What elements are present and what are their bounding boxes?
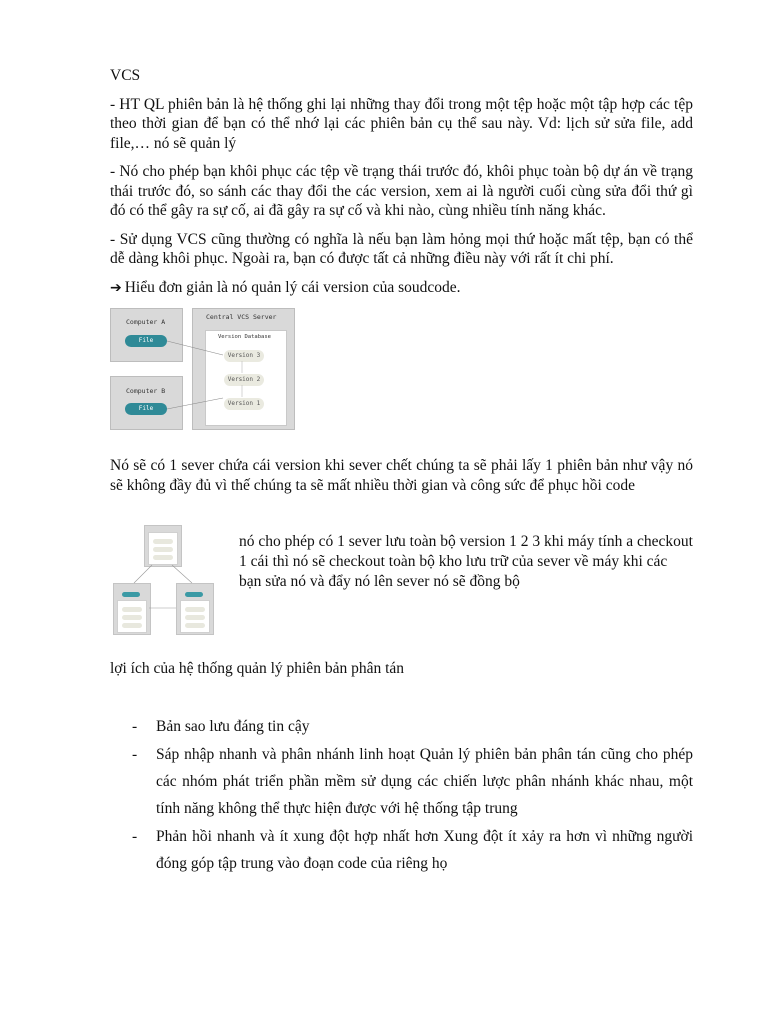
benefits-title: lợi ích của hệ thống quản lý phiên bản phân tán	[110, 660, 405, 677]
file-pill-b: File	[125, 403, 167, 415]
computer-a-label: Computer A	[126, 318, 166, 326]
summary-text: Hiểu đơn giản là nó quản lý cái version của soudcode.	[124, 278, 461, 296]
version-3-pill: Version 3	[224, 350, 264, 362]
distributed-vcs-diagram	[110, 525, 226, 643]
summary-line	[110, 278, 693, 299]
distributed-section	[110, 525, 693, 645]
dash-bullet: -	[132, 717, 138, 735]
list-item: - Sáp nhập nhanh và phân nhánh linh hoạt Quản lý phiên bản phân tán cũng cho phép các nhóm phát triển phần mềm sử dụng các chiến lược phân nhánh khác nhau, một tính năng không thể thực hiện được với hệ thống tập trung	[110, 741, 693, 822]
computer-b-label: Computer B	[126, 387, 166, 395]
file-pill-a: File	[125, 335, 167, 347]
right-arrow-icon: ➔	[110, 279, 122, 296]
paragraph-restore: - Nó cho phép bạn khôi phục các tệp về trạng thái trước đó, khôi phục toàn bộ dự án về trạng thái trước đó, so sánh các thay đổi the các version, xem ai là người cuối cùng sửa đổi thứ gì đó có thể gây ra sự cố, ai đã gây ra sự cố và khi nào, cùng nhiều tính năng khác.	[110, 163, 693, 219]
distributed-connectors	[110, 525, 226, 643]
list-item: - Phản hồi nhanh và ít xung đột hợp nhất hơn Xung đột ít xảy ra hơn vì những người đóng góp tập trung vào đoạn code của riêng họ	[110, 823, 693, 877]
paragraph-centralized: Nó sẽ có 1 sever chứa cái version khi sever chết chúng ta sẽ phải lấy 1 phiên bản như vậy nó sẽ không đầy đủ vì thế chúng ta sẽ mất nhiều thời gian và công sức để phục hồi code	[110, 457, 693, 494]
dash-bullet: -	[132, 827, 138, 845]
version-1-pill: Version 1	[224, 398, 264, 410]
version-database-label: Version Database	[218, 334, 271, 340]
benefits-list	[110, 713, 693, 877]
document-page	[110, 66, 693, 878]
paragraph-usage: - Sử dụng VCS cũng thường có nghĩa là nếu bạn làm hỏng mọi thứ hoặc mất tệp, bạn có thể dễ dàng khôi phục. Ngoài ra, bạn có được tất cả những điều này với rất ít chi phí.	[110, 230, 693, 267]
paragraph-distributed: nó cho phép có 1 sever lưu toàn bộ version 1 2 3 khi máy tính a checkout 1 cái thì nó sẽ checkout toàn bộ kho lưu trữ của sever về máy khi các bạn sửa nó và đẩy nó lên sever nó sẽ đồng bộ	[239, 533, 693, 590]
centralized-vcs-diagram	[110, 308, 294, 430]
heading-vcs: VCS	[110, 67, 141, 84]
paragraph-definition: - HT QL phiên bản là hệ thống ghi lại những thay đổi trong một tệp hoặc một tập hợp các tệp theo thời gian để bạn có thể nhớ lại các phiên bản cụ thể sau này. Vd: lịch sử sửa file, add file,… nó sẽ quản lý	[110, 95, 693, 152]
version-2-pill: Version 2	[224, 374, 264, 386]
central-server-label: Central VCS Server	[206, 313, 277, 321]
dash-bullet: -	[132, 745, 138, 763]
list-item: - Bản sao lưu đáng tin cậy	[110, 713, 693, 740]
diagram-connectors	[110, 308, 294, 430]
